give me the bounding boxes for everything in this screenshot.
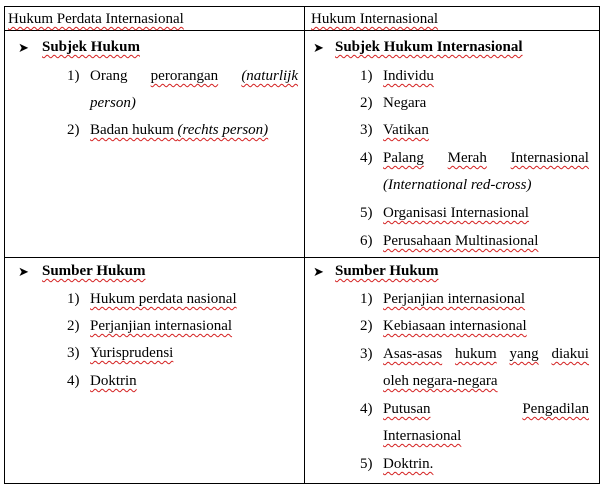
list-number: 4)	[360, 401, 373, 417]
header-right: Hukum Internasional	[311, 11, 439, 27]
list-number: 1)	[360, 291, 373, 307]
list-number: 2)	[360, 318, 373, 334]
list-number: 2)	[67, 318, 80, 334]
header-divider	[5, 30, 599, 31]
arrowhead-bullet-icon: ➤	[313, 264, 324, 279]
list-item: Doktrin	[90, 373, 137, 389]
list-number: 3)	[360, 122, 373, 138]
subjek-left-heading: Subjek Hukum	[42, 39, 140, 55]
list-number: 1)	[67, 68, 80, 84]
list-number: 1)	[360, 68, 373, 84]
list-item-continuation: person)	[90, 95, 136, 111]
arrowhead-bullet-icon: ➤	[18, 264, 29, 279]
list-item: Perusahaan Multinasional	[383, 233, 539, 249]
list-number: 3)	[67, 345, 80, 361]
list-item-continuation: Internasional	[383, 428, 462, 444]
list-item: Negara	[383, 95, 427, 111]
list-item: Kebiasaan internasional	[383, 318, 527, 334]
sumber-left-heading: Sumber Hukum	[42, 263, 146, 279]
list-item: Perjanjian internasional	[90, 318, 233, 334]
arrowhead-bullet-icon: ➤	[313, 40, 324, 55]
list-number: 4)	[360, 150, 373, 166]
comparison-table	[4, 6, 600, 484]
list-item: Orang perorangan (naturlijk	[90, 68, 298, 84]
row-divider	[5, 257, 599, 258]
list-item: Individu	[383, 68, 434, 84]
list-number: 2)	[360, 95, 373, 111]
column-divider	[304, 7, 305, 483]
list-number: 2)	[67, 122, 80, 138]
list-item: Asas-asas hukum yang diakui	[383, 346, 589, 362]
list-number: 4)	[67, 373, 80, 389]
list-item: Doktrin.	[383, 456, 434, 472]
list-item: Vatikan	[383, 122, 429, 138]
list-number: 3)	[360, 346, 373, 362]
subjek-right-heading: Subjek Hukum Internasional	[335, 39, 523, 55]
list-item: Yurisprudensi	[90, 345, 174, 361]
header-left: Hukum Perdata Internasional	[8, 11, 184, 27]
list-item: Putusan Pengadilan	[383, 401, 589, 417]
list-item: Palang Merah Internasional	[383, 150, 589, 166]
arrowhead-bullet-icon: ➤	[18, 40, 29, 55]
list-item: Hukum perdata nasional	[90, 291, 237, 307]
list-item-continuation: oleh negara-negara	[383, 373, 498, 389]
list-item: Organisasi Internasional	[383, 205, 529, 221]
list-item: Badan hukum (rechts person)	[90, 122, 269, 138]
list-number: 6)	[360, 233, 373, 249]
list-number: 1)	[67, 291, 80, 307]
list-item: Perjanjian internasional	[383, 291, 526, 307]
list-number: 5)	[360, 456, 373, 472]
sumber-right-heading: Sumber Hukum	[335, 263, 439, 279]
list-item-continuation: (International red-cross)	[383, 177, 532, 193]
list-number: 5)	[360, 205, 373, 221]
